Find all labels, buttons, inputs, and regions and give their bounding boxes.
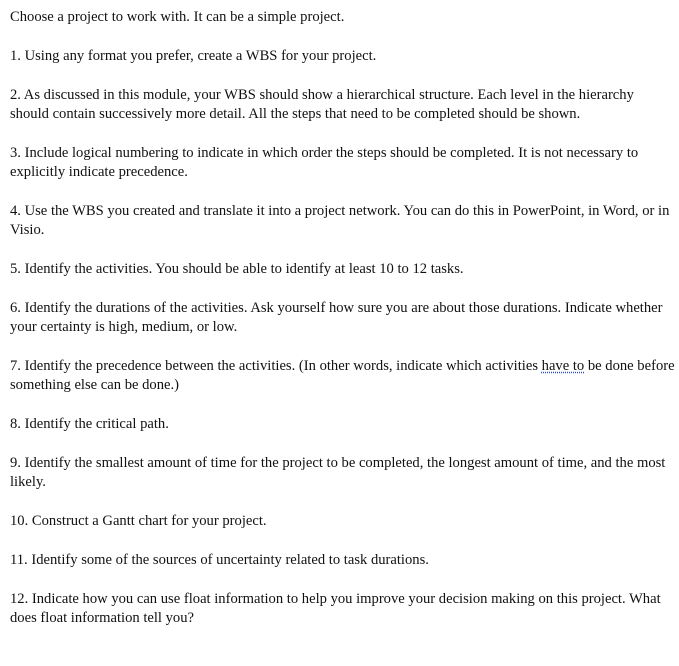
list-item-10: 10. Construct a Gantt chart for your project.	[10, 513, 267, 529]
list-item-11: 11. Identify some of the sources of uncertainty related to task durations.	[10, 552, 429, 568]
list-item-12: 12. Indicate how you can use float information to help you improve your decision making on this project. What does float information tell you?	[10, 591, 661, 626]
intro-paragraph: Choose a project to work with. It can be a simple project.	[10, 9, 345, 25]
list-item-4: 4. Use the WBS you created and translate it into a project network. You can do this in PowerPoint, in Word, or in Visio.	[10, 203, 670, 238]
list-item-3: 3. Include logical numbering to indicate in which order the steps should be completed. It is not necessary to explicitly indicate precedence.	[10, 145, 639, 180]
list-item-7	[10, 357, 676, 395]
list-item-5: 5. Identify the activities. You should be able to identify at least 10 to 12 tasks.	[10, 261, 464, 277]
list-item-1: 1. Using any format you prefer, create a WBS for your project.	[10, 48, 377, 64]
grammar-flagged-phrase[interactable]: have to	[541, 358, 585, 374]
list-item-7-text-start: 7. Identify the precedence between the activities. (In other words, indicate which activities	[10, 358, 542, 374]
list-item-9: 9. Identify the smallest amount of time for the project to be completed, the longest amount of time, and the most likely.	[10, 455, 666, 490]
list-item-8: 8. Identify the critical path.	[10, 416, 169, 432]
list-item-6: 6. Identify the durations of the activities. Ask yourself how sure you are about those durations. Indicate whether your certainty is high, medium, or low.	[10, 300, 663, 335]
document-body	[10, 8, 676, 648]
list-item-2: 2. As discussed in this module, your WBS should show a hierarchical structure. Each level in the hierarchy should contain successively more detail. All the steps that need to be completed should be shown.	[10, 87, 634, 122]
list-item-7-text-end: be done before something else can be done.)	[10, 358, 675, 393]
